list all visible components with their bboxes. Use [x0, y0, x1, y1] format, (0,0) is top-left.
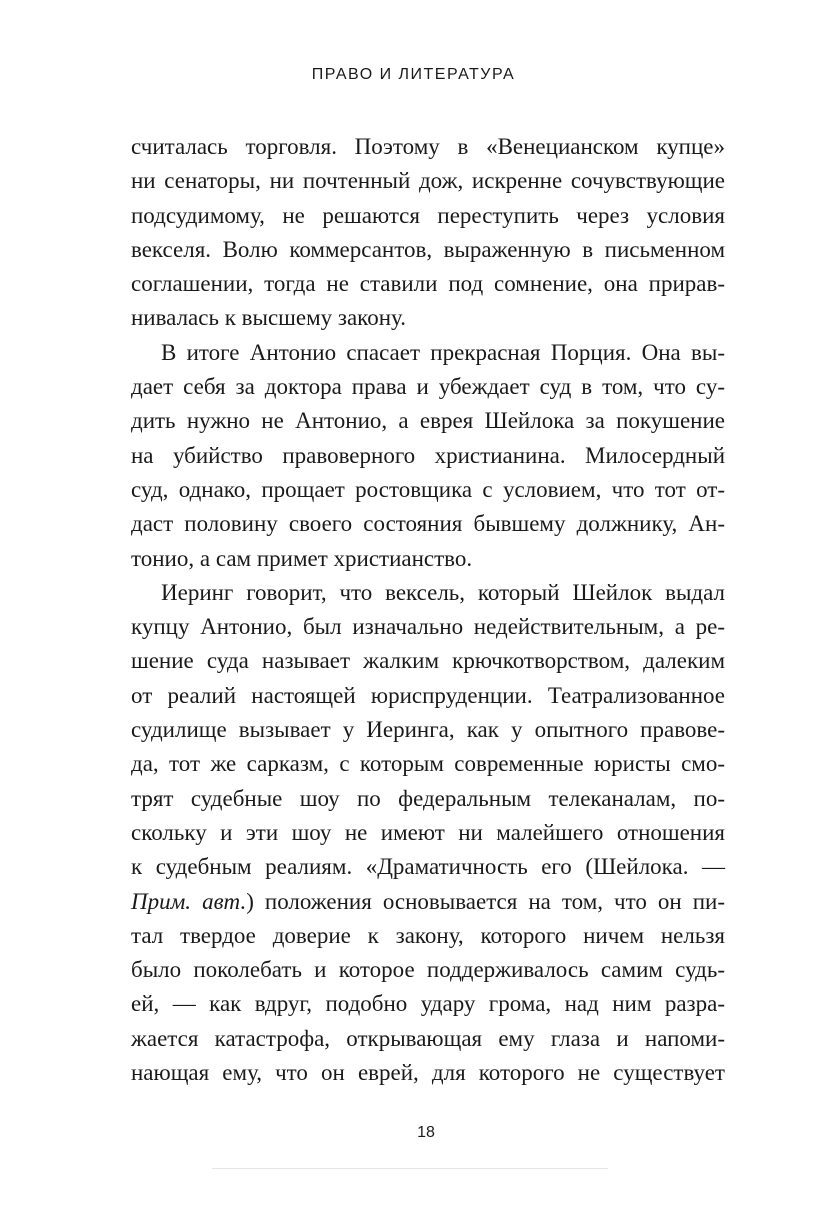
text-line: было поколебать и которое поддерживалось самим судь- [131, 957, 725, 983]
text-line: нивалась к высшему закону. [131, 305, 406, 331]
bottom-divider [212, 1168, 608, 1169]
text-line: тонио, а сам примет христианство. [131, 545, 473, 571]
text-line: тал твердое доверие к закону, которого ничем нельзя [131, 922, 725, 948]
text-line: жается катастрофа, открывающая ему глаза и напоми- [131, 1025, 725, 1051]
text-line: скольку и эти шоу не имеют ни малейшего отношения [131, 819, 725, 845]
text-line: на убийство правоверного христианина. Милосердный [131, 442, 725, 468]
text-line: векселя. Волю коммерсантов, выраженную в письменном [131, 236, 725, 262]
running-head-title: ПРАВО И ЛИТЕРАТУРА [311, 66, 516, 83]
text-line: ни сенаторы, ни почтенный дож, искренне сочувствующие [131, 168, 725, 194]
text-line: суд, однако, прощает ростовщика с условием, что тот от- [131, 476, 725, 502]
page-number: 18 [417, 1124, 435, 1141]
text-line: от реалий настоящей юриспруденции. Театрализованное [131, 682, 725, 708]
text-line-with-italic [131, 885, 725, 919]
text-line: соглашении, тогда не ставили под сомнение, она прирав- [131, 271, 725, 297]
text-line: трят судебные шоу по федеральным телеканалам, по- [131, 785, 725, 811]
text-segment: ) положения основывается на том, что он пи- [246, 888, 725, 914]
text-line: судилище вызывает у Иеринга, как у опытного правове- [131, 717, 725, 743]
text-line: даст половину своего состояния бывшему должнику, Ан- [131, 511, 725, 537]
text-line: шение суда называет жалким крючкотворством, далеким [131, 648, 725, 674]
text-line: купцу Антонио, был изначально недействительным, а ре- [131, 614, 725, 640]
paragraph-first-line: В итоге Антонио спасает прекрасная Порция. Она вы- [161, 339, 725, 365]
italic-note: Прим. авт. [131, 888, 247, 914]
text-line: нающая ему, что он еврей, для которого не существует [131, 1060, 725, 1086]
paragraph-first-line: Иеринг говорит, что вексель, который Шейлок выдал [161, 579, 725, 605]
text-line: считалась торговля. Поэтому в «Венецианском купце» [131, 134, 725, 159]
text-line: дает себя за доктора права и убеждает суд в том, что су- [131, 374, 725, 400]
body-text [131, 130, 725, 1090]
text-line: подсудимому, не решаются переступить через условия [131, 202, 725, 228]
text-line: да, тот же сарказм, с которым современные юристы смо- [131, 751, 725, 777]
text-line: к судебным реалиям. «Драматичность его (Шейлока. — [131, 854, 725, 880]
text-line: ей, — как вдруг, подобно удару грома, над ним разра- [131, 991, 725, 1017]
text-line: дить нужно не Антонио, а еврея Шейлока за покушение [131, 408, 725, 434]
